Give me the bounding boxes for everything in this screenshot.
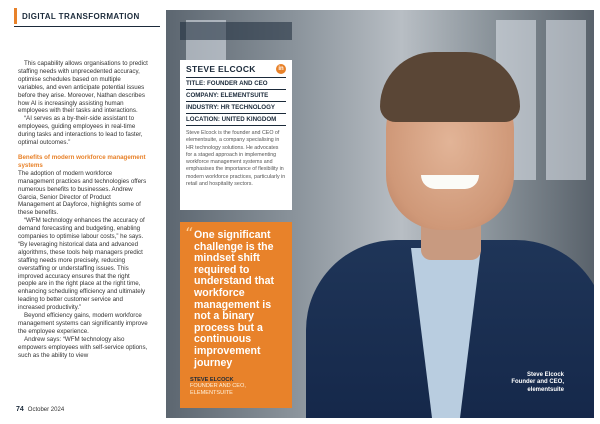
caption-name: Steve Elcock <box>526 371 564 378</box>
section-label: DIGITAL TRANSFORMATION <box>22 12 140 21</box>
pull-quote <box>180 222 292 408</box>
profile-card <box>180 60 292 210</box>
profile-row-title <box>186 78 286 90</box>
quote-attribution-name: STEVE ELCOCK <box>190 377 234 384</box>
hair <box>380 52 520 122</box>
profile-row-location <box>186 114 286 126</box>
profile-key: TITLE: <box>186 80 206 87</box>
page-number: 74 <box>16 406 24 413</box>
body-paragraph: “WFM technology enhances the accuracy of demand forecasting and budgeting, enabling companies to optimise labour costs,” he says. “By leveraging historical data and advanced algorithms, these tools help managers predict staffing needs more precisely, reducing overstaffing or understaffing issues. This improved accuracy ensures that the right people are in the right place at the right time, enhancing scheduling efficiency and ultimately leading to better customer service and increased productivity.” <box>18 217 146 312</box>
profile-name: STEVE ELCOCK <box>186 64 286 78</box>
body-paragraph: Beyond efficiency gains, modern workforce management systems can significantly improve the employee experience. <box>18 312 148 335</box>
profile-row-industry <box>186 102 286 114</box>
body-paragraph: Andrew says: “WFM technology also empowers employees with self-service options, such as the ability to view <box>18 335 148 359</box>
body-paragraph: This capability allows organisations to predict staffing needs with unprecedented accuracy, optimise schedules based on multiple variables, and even anticipate potential issues before they arise. Moreover, Nathan describes how AI is increasingly assisting human employees with their tasks and interactions. <box>18 60 148 115</box>
smile <box>421 175 479 189</box>
profile-value: ELEMENTSUITE <box>220 92 269 99</box>
section-accent-bar <box>14 8 17 24</box>
quote-text: One significant challenge is the mindset shift required to understand that workforce management is not a binary process but a continuous improvement journey <box>194 229 275 369</box>
linkedin-icon[interactable]: in <box>276 64 286 74</box>
profile-value: FOUNDER AND CEO <box>206 80 268 87</box>
issue-date: October 2024 <box>27 407 65 413</box>
profile-bio: Steve Elcock is the founder and CEO of elementsuite, a company specialising in HR technology solutions. He advocates for a staged approach in implementing workforce management systems and emphasises the importance of flexibility in modern workforce practices, particularly in retail and hospitality sectors. <box>186 130 286 188</box>
body-paragraph: “AI serves as a by-their-side assistant to employees, guiding employees in real-time during tasks and interactions to lead to faster, optimal outcomes.” <box>18 115 143 147</box>
photo-caption <box>511 372 564 394</box>
window-backdrop <box>546 20 586 180</box>
page-folio <box>16 406 64 413</box>
profile-row-company <box>186 90 286 102</box>
profile-key: LOCATION: <box>186 116 220 123</box>
quote-attribution-title: FOUNDER AND CEO, ELEMENTSUITE <box>190 383 246 397</box>
quote-mark-icon: “ <box>185 224 194 243</box>
profile-value: HR TECHNOLOGY <box>220 104 276 111</box>
profile-key: COMPANY: <box>186 92 219 99</box>
caption-title: Founder and CEO, <box>511 379 564 386</box>
subheading: Benefits of modern workforce management systems <box>18 153 146 169</box>
header-strip <box>180 22 292 40</box>
caption-company: elementsuite <box>527 386 564 393</box>
profile-value: UNITED KINGDOM <box>221 116 277 123</box>
body-column <box>18 60 148 360</box>
profile-key: INDUSTRY: <box>186 104 219 111</box>
header-divider <box>14 26 160 27</box>
body-paragraph: The adoption of modern workforce management practices and technologies offers numerous benefits to businesses. Andrew Garcia, Senior Director of Product Management at Dayforce, highlights some of these benefits. <box>18 169 147 217</box>
